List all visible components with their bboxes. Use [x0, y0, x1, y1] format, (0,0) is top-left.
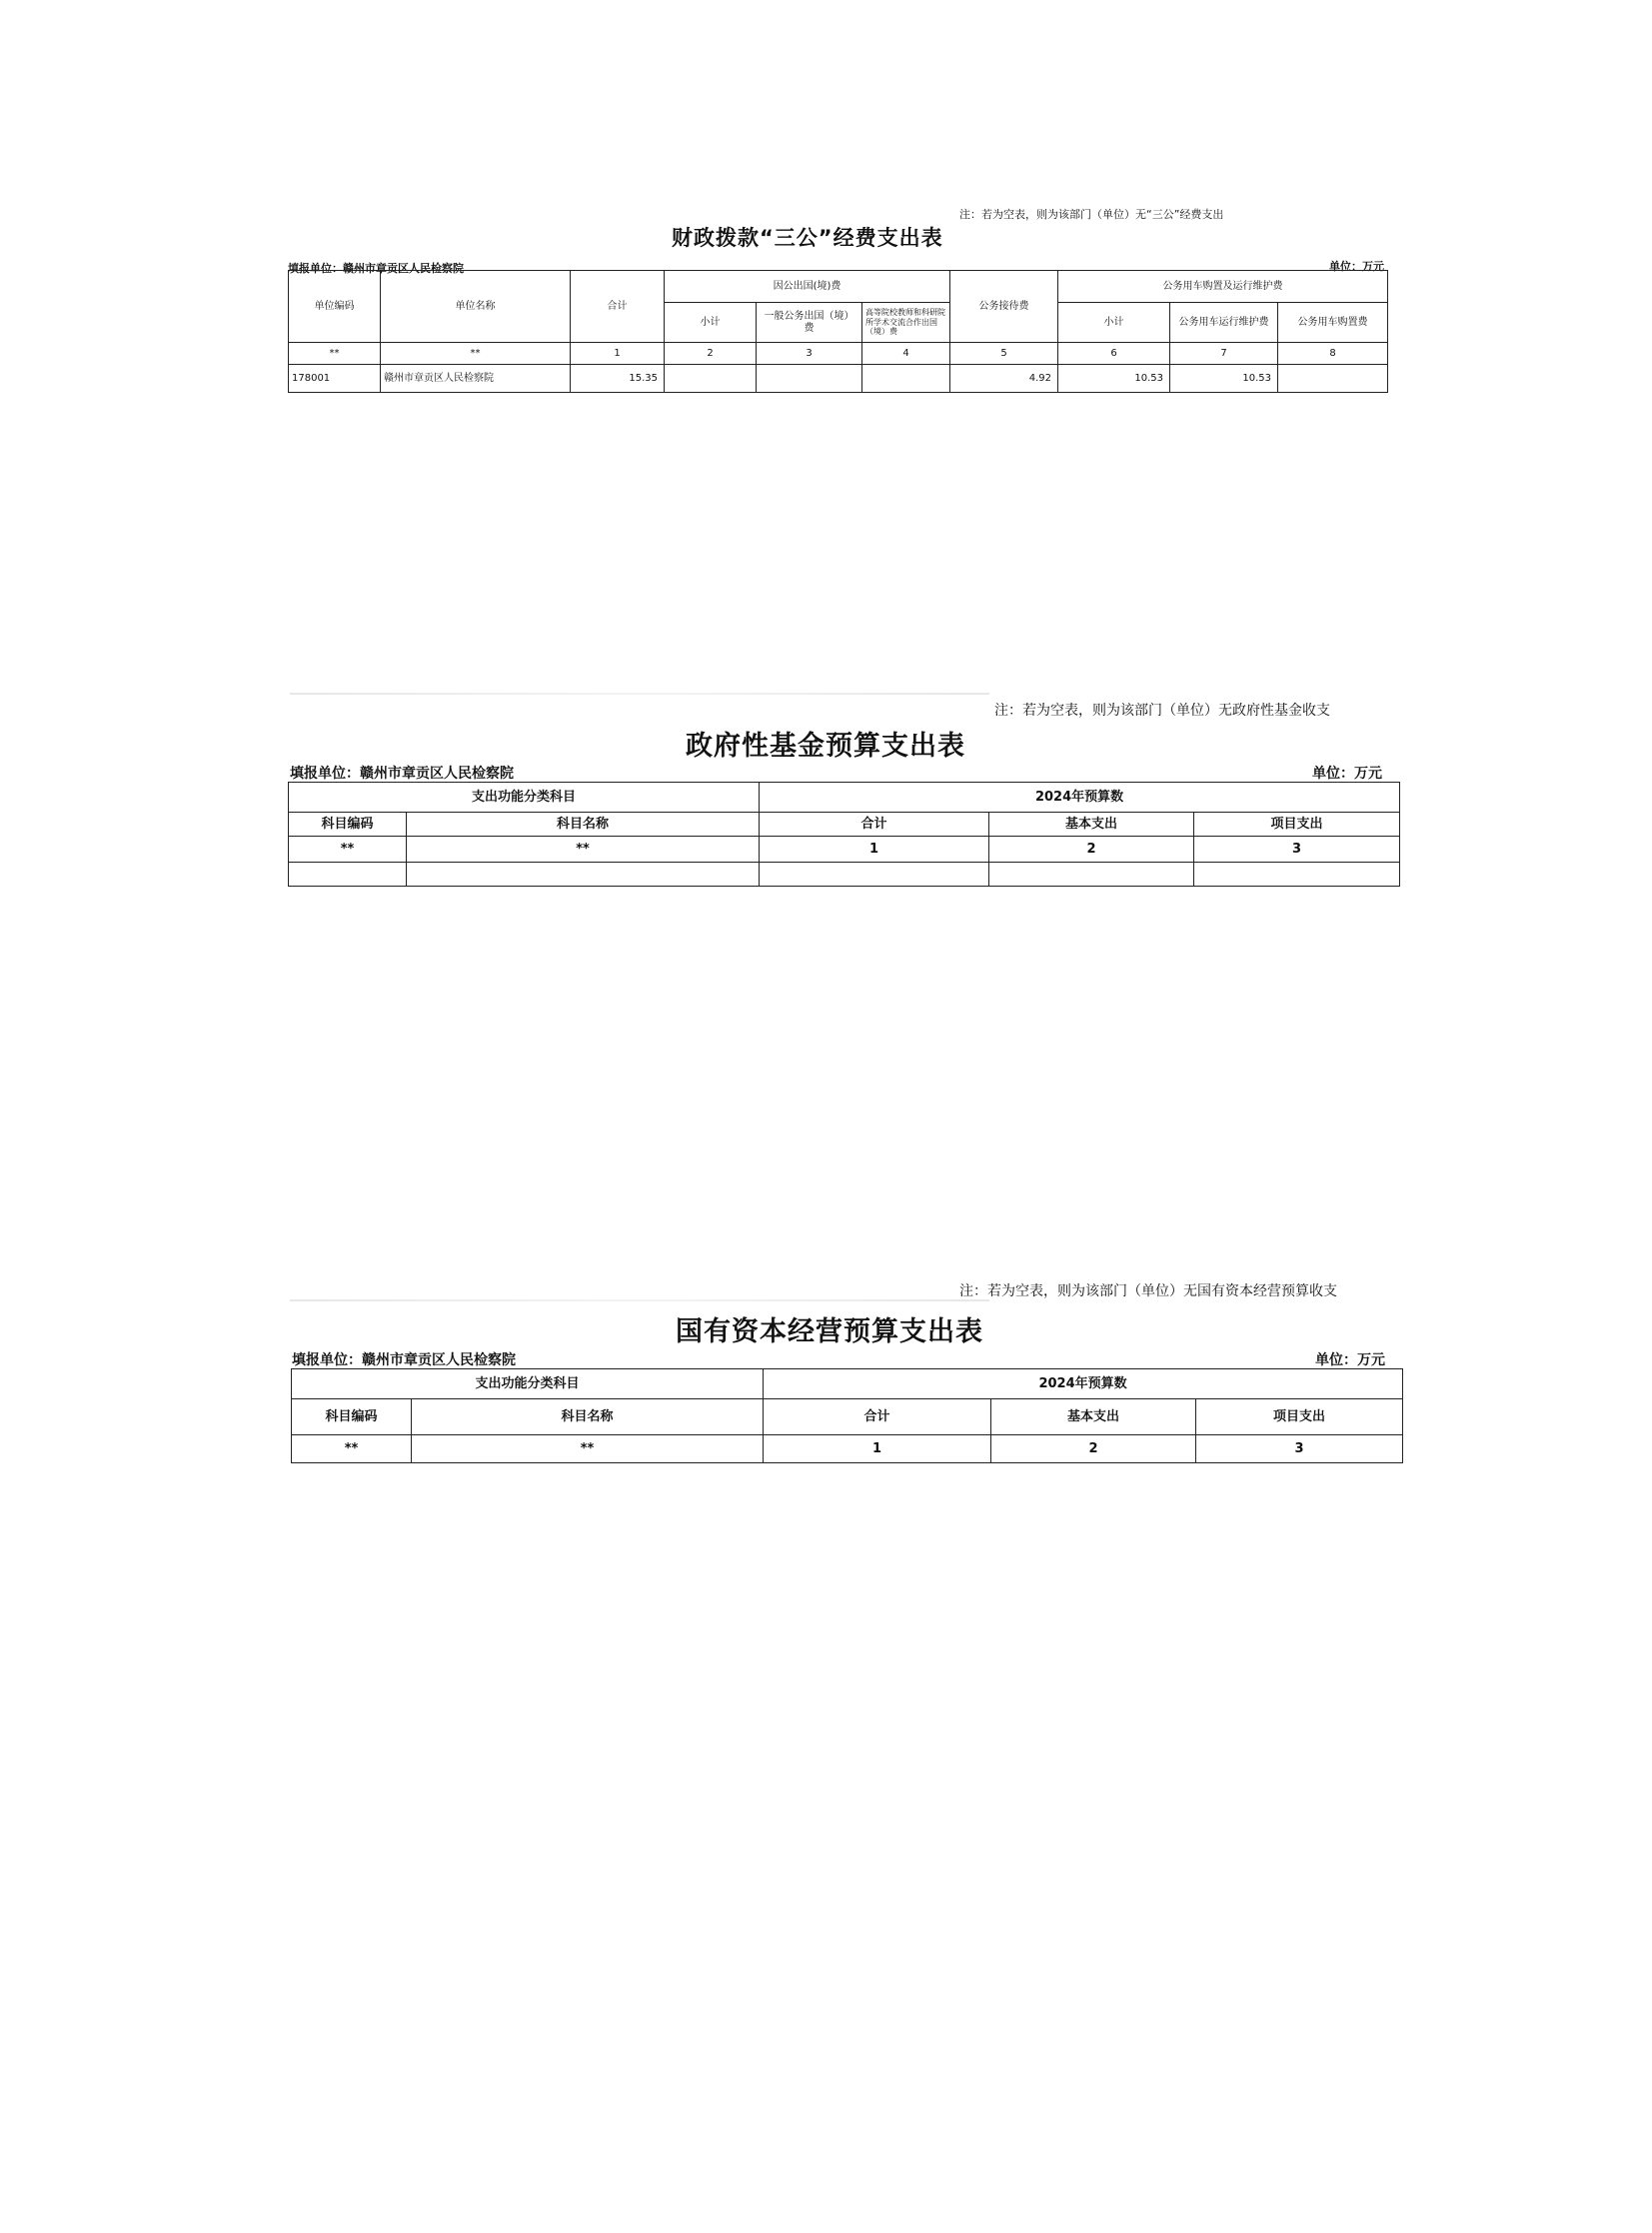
table1-cell-total: 15.35 [571, 365, 665, 393]
table3-index-cell: 2 [991, 1435, 1196, 1463]
table1-index-row [289, 343, 1388, 365]
table2-unit-label: 填报单位：赣州市章贡区人民检察院 [290, 766, 514, 782]
table2-index-cell: 3 [1194, 837, 1400, 863]
table2-header-name: 科目名称 [407, 813, 760, 837]
table1-header-vehicle-buy: 公务用车购置费 [1278, 303, 1388, 343]
table3-header-project: 项目支出 [1196, 1399, 1403, 1435]
table2-index-row [289, 837, 1400, 863]
table2 [288, 782, 1400, 887]
table1-index-cell: ** [289, 343, 381, 365]
table1-index-cell: 6 [1058, 343, 1170, 365]
table2-header-total: 合计 [760, 813, 989, 837]
table2-header-project: 项目支出 [1194, 813, 1400, 837]
table1-data-row [289, 365, 1388, 393]
table3-title: 国有资本经营预算支出表 [676, 1316, 983, 1347]
table1-header-total: 合计 [571, 271, 665, 343]
table1-header-name: 单位名称 [381, 271, 571, 343]
table2-note: 注：若为空表，则为该部门（单位）无政府性基金收支 [994, 703, 1330, 719]
table1-header-subtotal: 小计 [665, 303, 757, 343]
table3-group-left: 支出功能分类科目 [292, 1369, 764, 1399]
table1-index-cell: 1 [571, 343, 665, 365]
table2-header-code: 科目编码 [289, 813, 407, 837]
table2-group-left: 支出功能分类科目 [289, 783, 760, 813]
table2-empty-cell [760, 863, 989, 887]
table1-cell-code: 178001 [289, 365, 381, 393]
scan-smear [290, 693, 989, 695]
table1-unit-label: 填报单位：赣州市章贡区人民检察院 [288, 262, 464, 275]
table3-index-cell: ** [412, 1435, 764, 1463]
table3-index-cell: 3 [1196, 1435, 1403, 1463]
table1-index-cell: 3 [757, 343, 862, 365]
table1-index-cell: 8 [1278, 343, 1388, 365]
table2-empty-row [289, 863, 1400, 887]
table2-empty-cell [1194, 863, 1400, 887]
table1-index-cell: 5 [950, 343, 1058, 365]
table1-header-vehicle-run: 公务用车运行维护费 [1170, 303, 1278, 343]
scan-smear [290, 1299, 989, 1301]
table2-empty-cell [407, 863, 760, 887]
table1 [288, 270, 1388, 393]
table2-empty-cell [289, 863, 407, 887]
table3-note: 注：若为空表，则为该部门（单位）无国有资本经营预算收支 [959, 1283, 1337, 1299]
table2-index-cell: ** [289, 837, 407, 863]
table2-unit-right: 单位：万元 [1312, 766, 1382, 782]
table1-index-cell: 7 [1170, 343, 1278, 365]
table1-cell-empty [757, 365, 862, 393]
table1-unit-right: 单位：万元 [1329, 260, 1384, 273]
table1-header-vehicle-group: 公务用车购置及运行维护费 [1058, 271, 1388, 303]
table3-header-total: 合计 [764, 1399, 991, 1435]
table1-cell-reception: 4.92 [950, 365, 1058, 393]
table3-unit-label: 填报单位：赣州市章贡区人民检察院 [292, 1352, 516, 1368]
table1-cell-vehicle-subtotal: 10.53 [1058, 365, 1170, 393]
table3-header-basic: 基本支出 [991, 1399, 1196, 1435]
table3-index-cell: 1 [764, 1435, 991, 1463]
table1-header-general-travel: 一般公务出国（境）费 [757, 303, 862, 343]
table1-cell-name: 赣州市章贡区人民检察院 [381, 365, 571, 393]
table3-index-row [292, 1435, 1403, 1463]
table1-header-academic-travel: 高等院校教师和科研院所学术交流合作出国（境）费 [862, 303, 950, 343]
table3-group-right: 2024年预算数 [764, 1369, 1403, 1399]
table3-header-name: 科目名称 [412, 1399, 764, 1435]
table3-header-code: 科目编码 [292, 1399, 412, 1435]
table1-index-cell: ** [381, 343, 571, 365]
table1-cell-empty [862, 365, 950, 393]
table1-cell-vehicle-run: 10.53 [1170, 365, 1278, 393]
table1-header-travel-group: 因公出国(境)费 [665, 271, 950, 303]
table1-note: 注：若为空表，则为该部门（单位）无“三公”经费支出 [959, 208, 1224, 221]
table2-empty-cell [989, 863, 1194, 887]
table2-title: 政府性基金预算支出表 [686, 731, 965, 762]
table1-header-vehicle-subtotal: 小计 [1058, 303, 1170, 343]
table2-index-cell: 2 [989, 837, 1194, 863]
table1-title: 财政拨款“三公”经费支出表 [672, 226, 943, 250]
table3-unit-right: 单位：万元 [1315, 1352, 1385, 1368]
table2-index-cell: ** [407, 837, 760, 863]
table2-header-basic: 基本支出 [989, 813, 1194, 837]
table1-cell-empty [1278, 365, 1388, 393]
table2-index-cell: 1 [760, 837, 989, 863]
table3 [291, 1368, 1403, 1463]
table2-group-right: 2024年预算数 [760, 783, 1400, 813]
table1-index-cell: 2 [665, 343, 757, 365]
table3-index-cell: ** [292, 1435, 412, 1463]
table1-cell-empty [665, 365, 757, 393]
table1-index-cell: 4 [862, 343, 950, 365]
table1-header-code: 单位编码 [289, 271, 381, 343]
table1-header-reception: 公务接待费 [950, 271, 1058, 343]
